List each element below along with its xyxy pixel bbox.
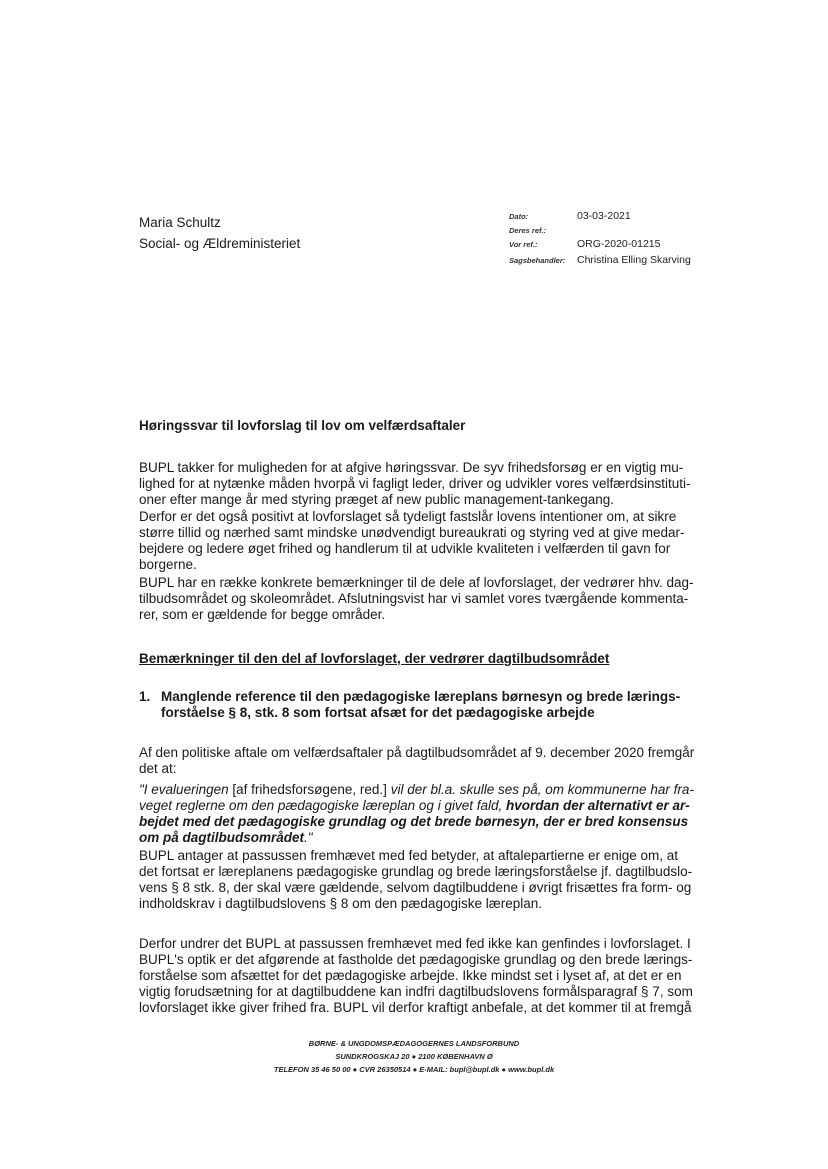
quote-part: vil der bl.a. skulle ses på, om kommunerne har fra-veget reglerne om den pædagogiske læreplan og i givet fald, bbox=[139, 782, 694, 813]
recipient-org: Social- og Ældreministeriet bbox=[139, 236, 301, 251]
document-title: Høringssvar til lovforslag til lov om velfærdsaftaler bbox=[139, 418, 466, 433]
meta-row-case-handler bbox=[509, 254, 809, 270]
footer-org: BØRNE- & UNGDOMSPÆDAGOGERNES LANDSFORBUND bbox=[308, 1039, 520, 1048]
meta-row-date bbox=[509, 210, 809, 226]
body-paragraph-2: BUPL antager at passussen fremhævet med fed betyder, at aftalepartierne er enige om, at det fortsat er læreplanens pædagogiske grundlag og brede læringsforståelse jf. dagtilbudslo-vens § 8 stk. 8, der skal være gældende, selvom dagtilbuddene i øvrigt frisættes fra form- og indholdskrav i dagtilbudslovens § 8 om den pædagogiske læreplan. bbox=[139, 848, 693, 911]
recipient-block bbox=[139, 212, 300, 254]
item-number: 1. bbox=[139, 689, 151, 704]
item-heading: Manglende reference til den pædagogiske læreplans børnesyn og brede lærings-forståelse § 8, stk. 8 som fortsat afsæt for det pædagogiske arbejde bbox=[161, 689, 681, 720]
footer-contact: TELEFON 35 46 50 00 ● CVR 26350514 ● E-MAIL: bupl@bupl.dk ● www.bupl.dk bbox=[273, 1065, 555, 1074]
meta-value: 03-03-2021 bbox=[577, 210, 631, 222]
body-paragraph-3: Derfor undrer det BUPL at passussen fremhævet med fed ikke kan genfindes i lovforslaget. I BUPL's optik er det afgørende at fastholde det pædagogiske grundlag og den brede lærings-forståelse som afsættet for det pædagogiske arbejde. Ikke mindst set i lyset af, at det er en vigtig forudsætning for at dagtilbuddene kan indfri dagtilbudslovens formålsparagraf § 7, som lovforslaget ikke giver frihed fra. BUPL vil derfor kraftigt anbefale, at det kommer til at fremgå bbox=[139, 936, 693, 1015]
quote-part: "I evalueringen bbox=[139, 782, 229, 797]
footer-address: SUNDKROGSKAJ 20 ● 2100 KØBENHAVN Ø bbox=[335, 1052, 493, 1061]
section-heading: Bemærkninger til den del af lovforslaget, der vedrører dagtilbudsområdet bbox=[139, 651, 610, 666]
intro-paragraph-1: BUPL takker for muligheden for at afgive høringssvar. De syv frihedsforsøg er en vigtig mu-lighed for at nytænke måden hvorpå vi fagligt leder, driver og udvikler vores velfærdsinstituti-oner efter mange år med styring præget af new public management-tankegang. bbox=[139, 460, 691, 507]
quote-emphasis: hvordan der alternativt er ar-bejdet med det pædagogiske grundlag og det brede børnesyn, der er bred konsensus om på dagtilbudsområdet bbox=[139, 798, 690, 845]
recipient-name: Maria Schultz bbox=[139, 215, 221, 230]
meta-value: Christina Elling Skarving bbox=[577, 254, 691, 266]
numbered-item-1 bbox=[139, 689, 684, 721]
reference-block bbox=[509, 210, 809, 270]
body-paragraph-1: Af den politiske aftale om velfærdsaftaler på dagtilbudsområdet af 9. december 2020 fremgår det at: bbox=[139, 745, 695, 776]
quote-paragraph bbox=[139, 782, 699, 846]
meta-row-their-ref bbox=[509, 226, 809, 238]
intro-paragraph-3: BUPL har en række konkrete bemærkninger til de dele af lovforslaget, der vedrører hhv. dag-tilbudsområdet og skoleområdet. Afslutningsvist har vi samlet vores tværgående kommenta-rer, som er gældende for begge områder. bbox=[139, 575, 694, 622]
intro-paragraph-2: Derfor er det også positivt at lovforslaget så tydeligt fastslår lovens intentioner om, at sikre større tillid og nærhed samt mindske unødvendigt bureaukrati og styring ved at give medar-bejdere og ledere øget frihed og handlerum til at udvikle kvaliteten i velfærden til gavn for borgerne. bbox=[139, 509, 685, 572]
quote-part: ." bbox=[304, 830, 313, 845]
meta-label: Deres ref.: bbox=[509, 226, 547, 235]
meta-value: ORG-2020-01215 bbox=[577, 238, 661, 250]
letterhead-footer bbox=[0, 1037, 828, 1076]
quote-part: [af frihedsforsøgene, red.] bbox=[228, 782, 391, 797]
meta-label: Sagsbehandler: bbox=[509, 256, 566, 265]
meta-row-our-ref bbox=[509, 238, 809, 254]
meta-label: Dato: bbox=[509, 212, 529, 221]
meta-label: Vor ref.: bbox=[509, 240, 538, 249]
